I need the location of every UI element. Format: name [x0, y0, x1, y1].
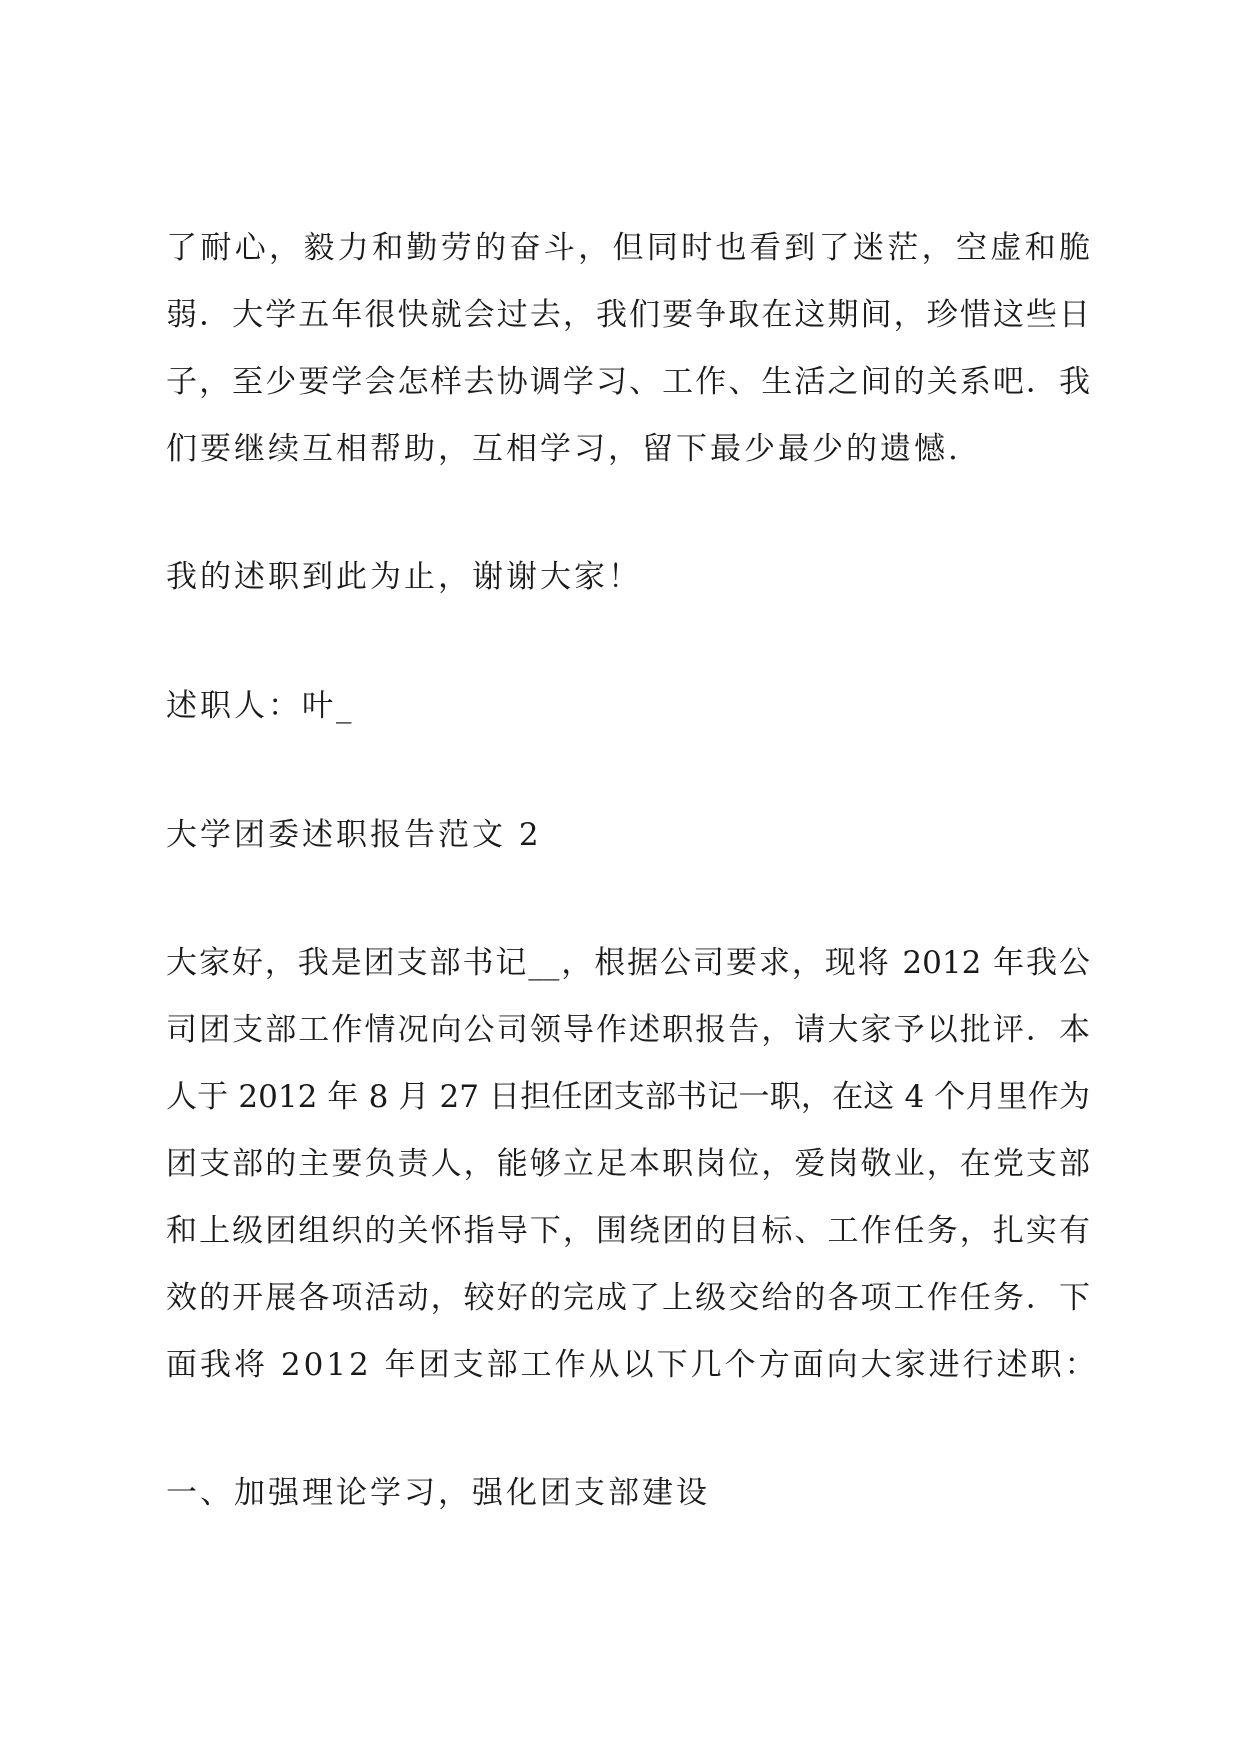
paragraph2-line-5: 和上级团组织的关怀指导下，围绕团的目标、工作任务，扎实有 [166, 1213, 1090, 1249]
paragraph1-line-1: 了耐心，毅力和勤劳的奋斗，但同时也看到了迷茫，空虚和脆 [166, 230, 1090, 266]
paragraph2-line-1: 大家好，我是团支部书记__，根据公司要求，现将 2012 年我公 [166, 945, 1090, 981]
paragraph2-line-4: 团支部的主要负责人，能够立足本职岗位，爱岗敬业，在党支部 [166, 1146, 1090, 1182]
paragraph1-line-2: 弱．大学五年很快就会过去，我们要争取在这期间，珍惜这些日 [166, 297, 1090, 333]
paragraph2-line-7: 面我将 2012 年团支部工作从以下几个方面向大家进行述职： [166, 1347, 1099, 1383]
section-heading: 大学团委述职报告范文 2 [166, 817, 542, 853]
signature-line: 述职人：叶_ [166, 688, 355, 724]
paragraph1-line-3: 子，至少要学会怎样去协调学习、工作、生活之间的关系吧．我 [166, 364, 1090, 400]
subsection-heading: 一、加强理论学习，强化团支部建设 [166, 1475, 710, 1511]
paragraph2-line-2: 司团支部工作情况向公司领导作述职报告，请大家予以批评．本 [166, 1012, 1090, 1048]
closing-remark: 我的述职到此为止，谢谢大家！ [166, 559, 642, 595]
paragraph2-line-6: 效的开展各项活动，较好的完成了上级交给的各项工作任务．下 [166, 1280, 1090, 1316]
paragraph1-line-4: 们要继续互相帮助，互相学习，留下最少最少的遗憾. [166, 431, 961, 467]
paragraph2-line-3: 人于 2012 年 8 月 27 日担任团支部书记一职，在这 4 个月里作为 [166, 1079, 1090, 1115]
